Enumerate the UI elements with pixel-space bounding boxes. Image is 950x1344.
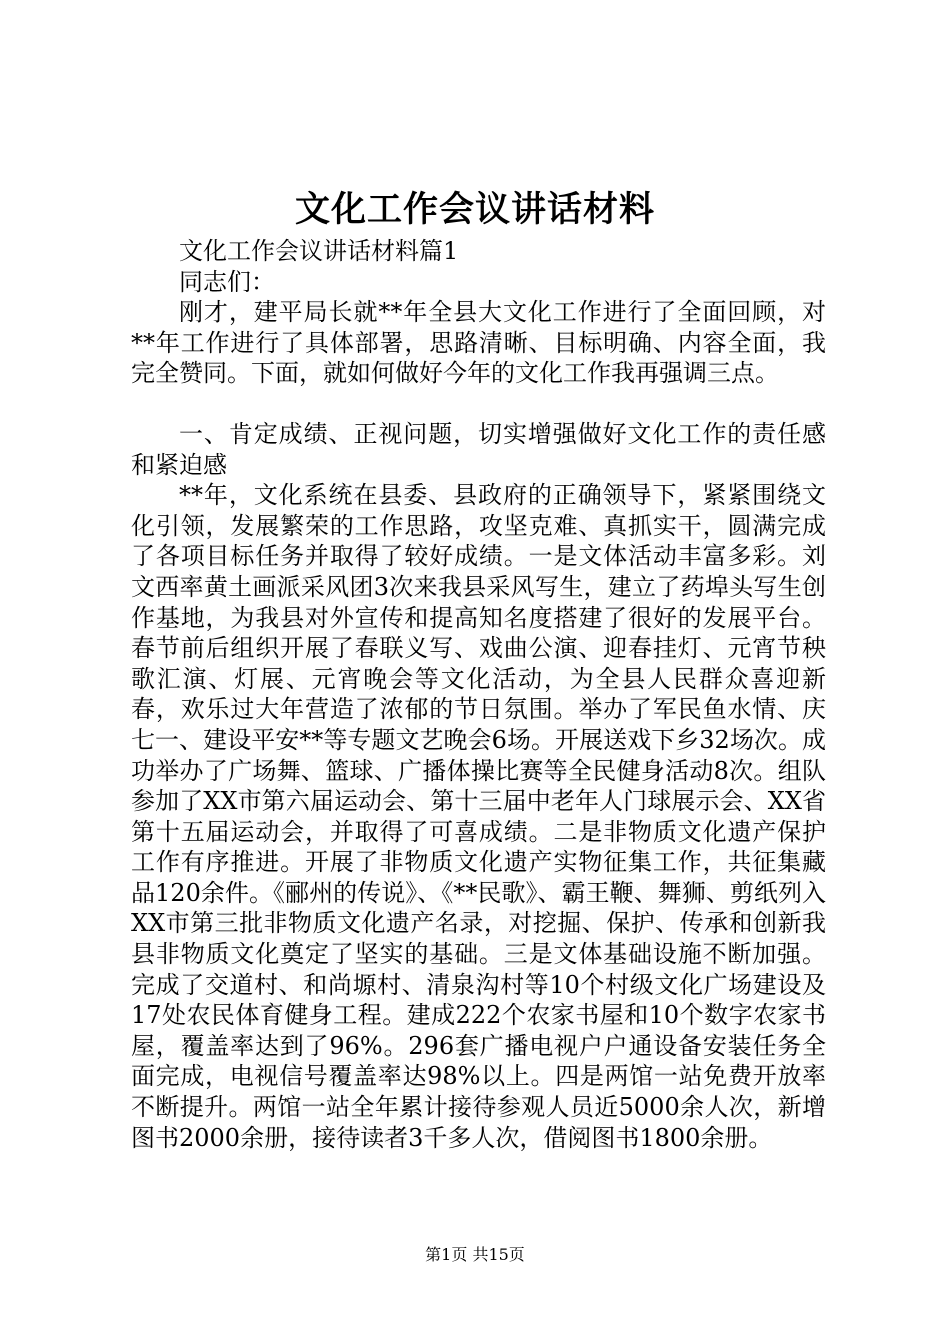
achievements-paragraph: **年，文化系统在县委、县政府的正确领导下，紧紧围绕文化引领，发展繁荣的工作思路，攻坚克难、真抓实干，圆满完成了各项目标任务并取得了较好成绩。一是文体活动丰富多彩。刘文西率黄土画派采风团3次来我县采风写生，建立了药埠头写生创作基地，为我县对外宣传和提高知名度搭建了很好的发展平台。春节前后组织开展了春联义写、戏曲公演、迎春挂灯、元宵节秧歌汇演、灯展、元宵晚会等文化活动，为全县人民群众喜迎新春，欢乐过大年营造了浓郁的节日氛围。举办了军民鱼水情、庆七一、建设平安**等专题文艺晚会6场。开展送戏下乡32场次。成功举办了广场舞、篮球、广播体操比赛等全民健身活动8次。组队参加了XX市第六届运动会、第十三届中老年人门球展示会、XX省第十五届运动会，并取得了可喜成绩。二是非物质文化遗产保护工作有序推进。开展了非物质文化遗产实物征集工作，共征集藏品120余件。《郦州的传说》、《**民歌》、霸王鞭、舞狮、剪纸列入XX市第三批非物质文化遗产名录，对挖掘、保护、传承和创新我县非物质文化奠定了坚实的基础。三是文体基础设施不断加强。完成了交道村、和尚塬村、清泉沟村等10个村级文化广场建设及17处农民体育健身工程。建成222个农家书屋和10个数字农家书屋，覆盖率达到了96%。296套广播电视户户通设备安装任务全面完成，电视信号覆盖率达98%以上。四是两馆一站免费开放率不断提升。两馆一站全年累计接待参观人员近5000余人次，新增图书2000余册，接待读者3千多人次，借阅图书1800余册。 xyxy=(131,481,826,1152)
subheading-one: 一、肯定成绩、正视问题，切实增强做好文化工作的责任感和紧迫感 xyxy=(131,419,826,479)
page-footer: 第1页 共15页 xyxy=(425,1245,525,1264)
document-body xyxy=(131,236,826,1153)
intro-paragraph: 刚才，建平局长就**年全县大文化工作进行了全面回顾，对**年工作进行了具体部署，思路清晰、目标明确、内容全面，我完全赞同。下面，就如何做好今年的文化工作我再强调三点。 xyxy=(131,298,826,388)
document-title: 文化工作会议讲话材料 xyxy=(294,190,655,230)
section-heading: 文化工作会议讲话材料篇1 xyxy=(179,237,459,265)
salutation: 同志们： xyxy=(179,267,275,296)
